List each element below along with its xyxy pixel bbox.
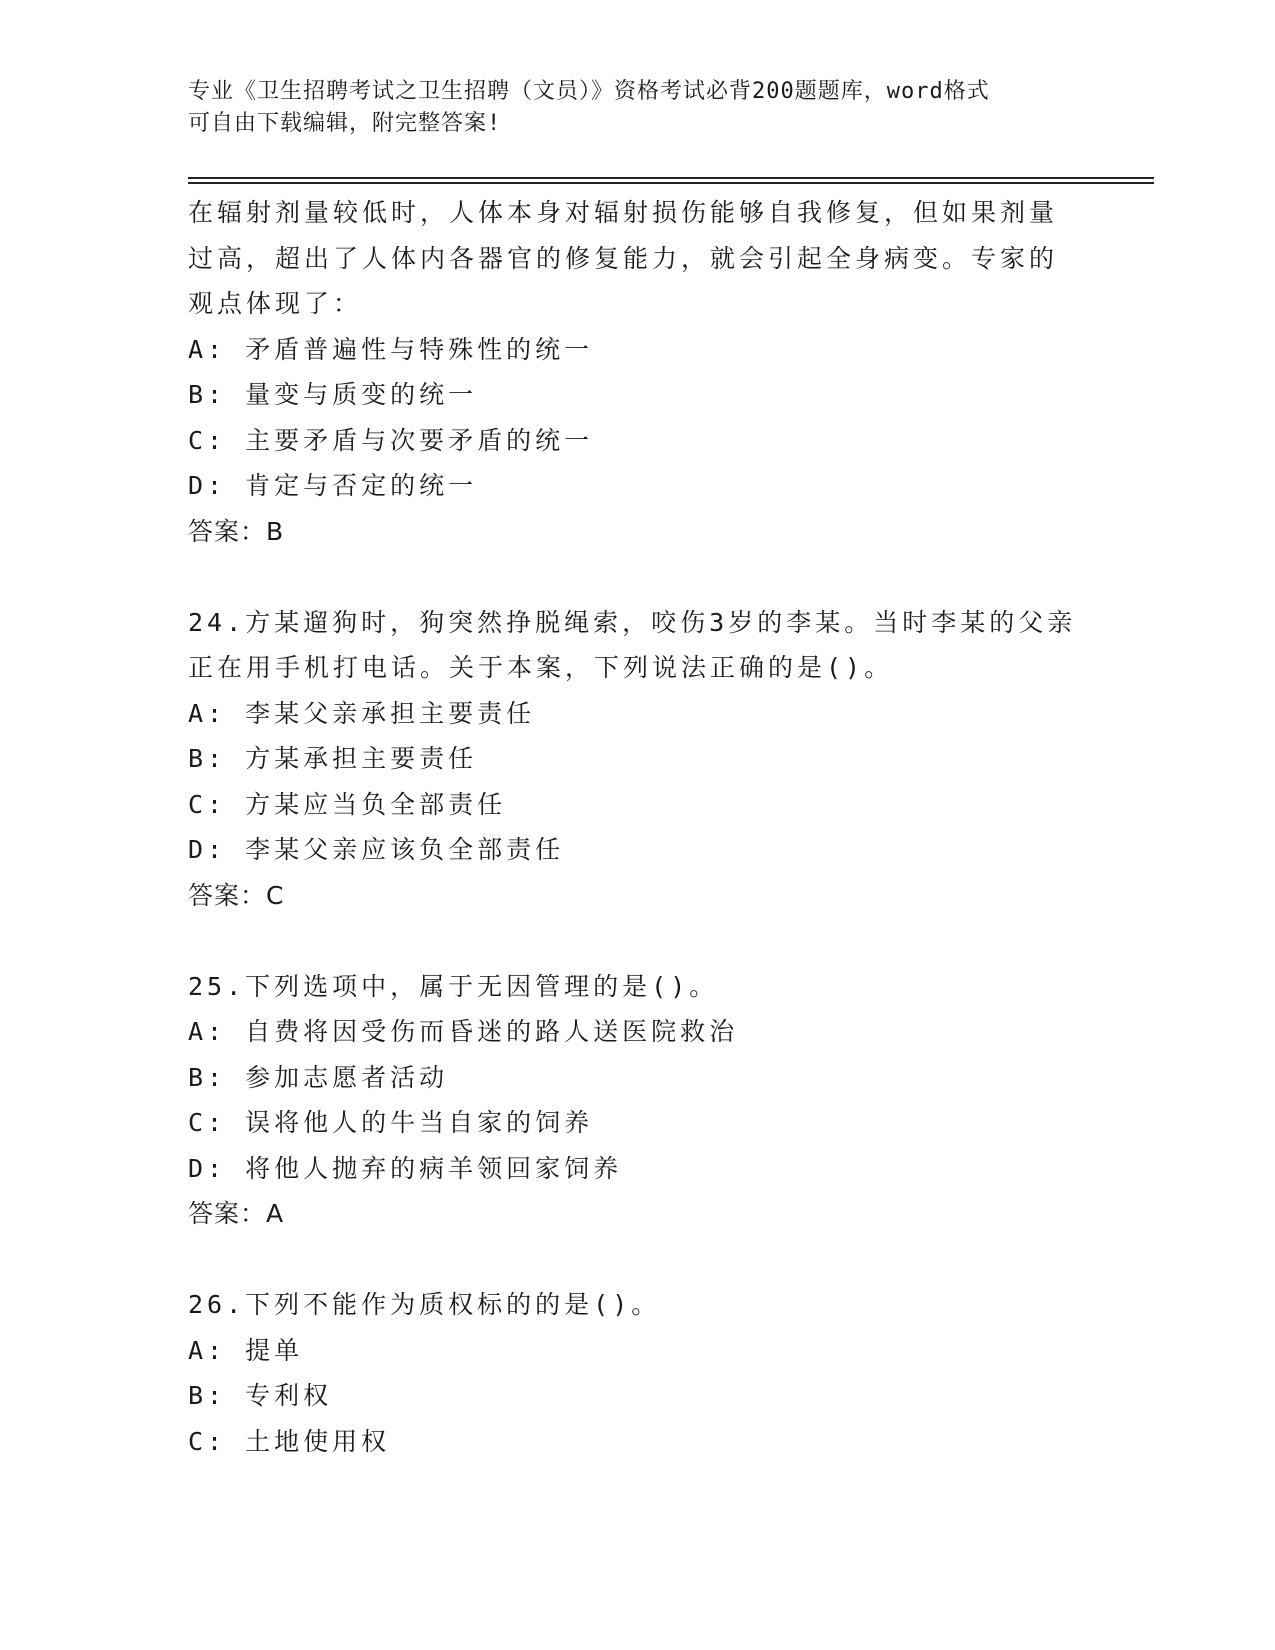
question-stem-line: 25.下列选项中，属于无因管理的是()。	[188, 971, 719, 1001]
question-spacer	[188, 554, 1088, 600]
document-header	[188, 76, 1088, 140]
question-spacer	[188, 918, 1088, 964]
option-c: C: 方某应当负全部责任	[188, 789, 507, 819]
answer: 答案：A	[188, 1199, 285, 1228]
question-stem-line: 过高，超出了人体内各器官的修复能力，就会引起全身病变。专家的	[188, 243, 1059, 273]
option-b: B: 量变与质变的统一	[188, 380, 478, 409]
option-a: A: 李某父亲承担主要责任	[188, 698, 536, 728]
question-24	[188, 600, 1088, 919]
option-b: B: 专利权	[188, 1381, 333, 1410]
question-26	[188, 1282, 1088, 1464]
header-title-line-2: 可自由下载编辑，附完整答案!	[188, 111, 502, 136]
option-b: B: 参加志愿者活动	[188, 1062, 449, 1092]
question-list	[188, 190, 1088, 1464]
option-c: C: 误将他人的牛当自家的饲养	[188, 1108, 594, 1137]
option-c: C: 土地使用权	[188, 1426, 391, 1456]
option-d: D: 李某父亲应该负全部责任	[188, 835, 565, 864]
question-stem-line: 24.方某遛狗时，狗突然挣脱绳索，咬伤3岁的李某。当时李某的父亲	[188, 607, 1077, 637]
question-stem-line: 正在用手机打电话。关于本案，下列说法正确的是()。	[188, 653, 894, 682]
option-a: A: 自费将因受伤而昏迷的路人送医院救治	[188, 1017, 739, 1046]
answer: 答案：B	[188, 516, 285, 546]
header-divider-top	[188, 177, 1154, 179]
question-stem-line: 观点体现了：	[188, 289, 363, 318]
question-stem-line: 26.下列不能作为质权标的的是()。	[188, 1290, 661, 1319]
option-c: C: 主要矛盾与次要矛盾的统一	[188, 425, 594, 455]
option-d: D: 肯定与否定的统一	[188, 471, 478, 500]
header-title-line-1: 专业《卫生招聘考试之卫生招聘（文员）》资格考试必背200题题库，word格式	[188, 79, 990, 104]
question-stem-line: 在辐射剂量较低时，人体本身对辐射损伤能够自我修复，但如果剂量	[188, 198, 1059, 227]
option-a: A: 矛盾普遍性与特殊性的统一	[188, 334, 594, 364]
question-spacer	[188, 1237, 1088, 1283]
header-divider-bottom	[188, 182, 1154, 184]
option-a: A: 提单	[188, 1335, 304, 1365]
option-b: B: 方某承担主要责任	[188, 744, 478, 773]
question-23	[188, 190, 1088, 554]
question-25	[188, 964, 1088, 1237]
answer: 答案：C	[188, 880, 285, 910]
option-d: D: 将他人抛弃的病羊领回家饲养	[188, 1153, 623, 1183]
